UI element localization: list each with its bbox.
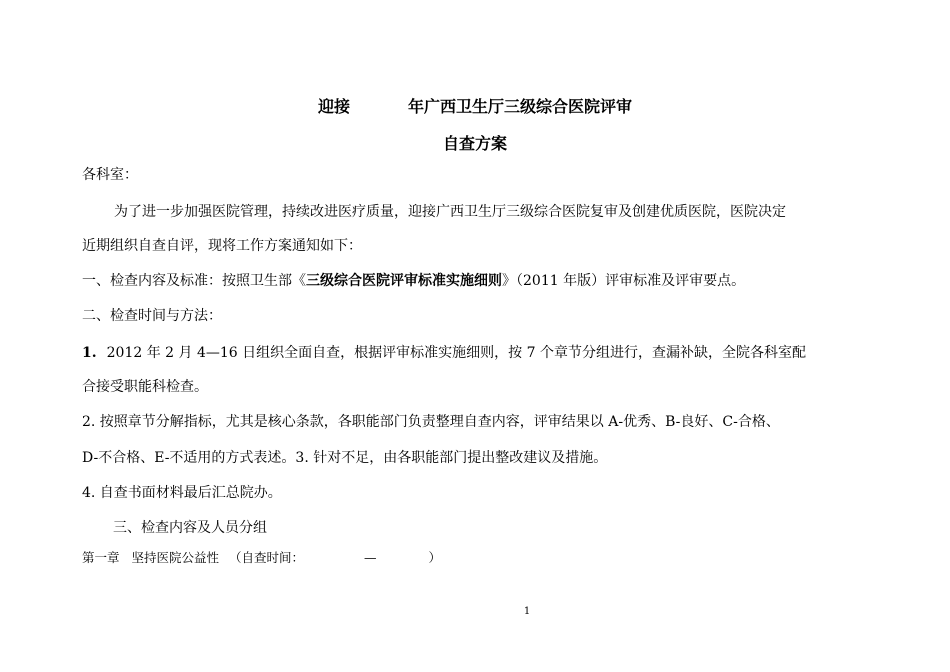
chapter-1-title: 坚持医院公益性 [131,550,220,565]
chapter-1-label: 第一章 [82,550,120,565]
section-1 [82,272,745,290]
point-1-line-1 [82,344,806,362]
section-1-prefix: 一、检查内容及标准：按照卫生部《 [82,273,306,289]
section-3-heading: 三、检查内容及人员分组 [113,520,267,536]
section-1-suffix: 》（2011 年版）评审标准及评审要点。 [502,273,746,289]
point-1-text: 2012 年 2 月 4—16 日组织全面自查，根据评审标准实施细则，按 7 个章节分组进行，查漏补缺，全院各科室配 [106,345,806,361]
document-title [0,94,950,117]
standard-name: 三级综合医院评审标准实施细则 [306,273,502,289]
section-2-heading: 二、检查时间与方法： [82,308,222,324]
intro-line-2: 近期组织自查自评，现将工作方案通知如下： [82,238,362,254]
greeting: 各科室： [82,167,138,183]
document-subtitle: 自查方案 [442,134,507,153]
chapter-1-time-label: （自查时间： [229,550,305,565]
chapter-1-heading [82,549,441,567]
intro-line-1: 为了进一步加强医院管理，持续改进医疗质量，迎接广西卫生厅三级综合医院复审及创建优质医院，医院决定 [114,204,786,220]
point-4: 4. 自查书面材料最后汇总院办。 [82,485,282,501]
point-2-line-1: 2. 按照章节分解指标，尤其是核心条款，各职能部门负责整理自查内容，评审结果以 A-优秀、B-良好、C-合格、 [82,414,780,430]
page-number: 1 [523,606,531,617]
chapter-1-close: ） [428,550,442,565]
title-part1: 迎接 [317,97,350,116]
point-1-number: 1. [82,345,97,361]
point-2-line-2: D-不合格、E-不适用的方式表述。3. 针对不足，由各职能部门提出整改建议及措施。 [82,450,608,466]
chapter-1-dash: — [364,550,377,565]
title-part2: 年广西卫生厅三级综合医院评审 [408,97,633,116]
point-1-line-2: 合接受职能科检查。 [82,379,208,395]
